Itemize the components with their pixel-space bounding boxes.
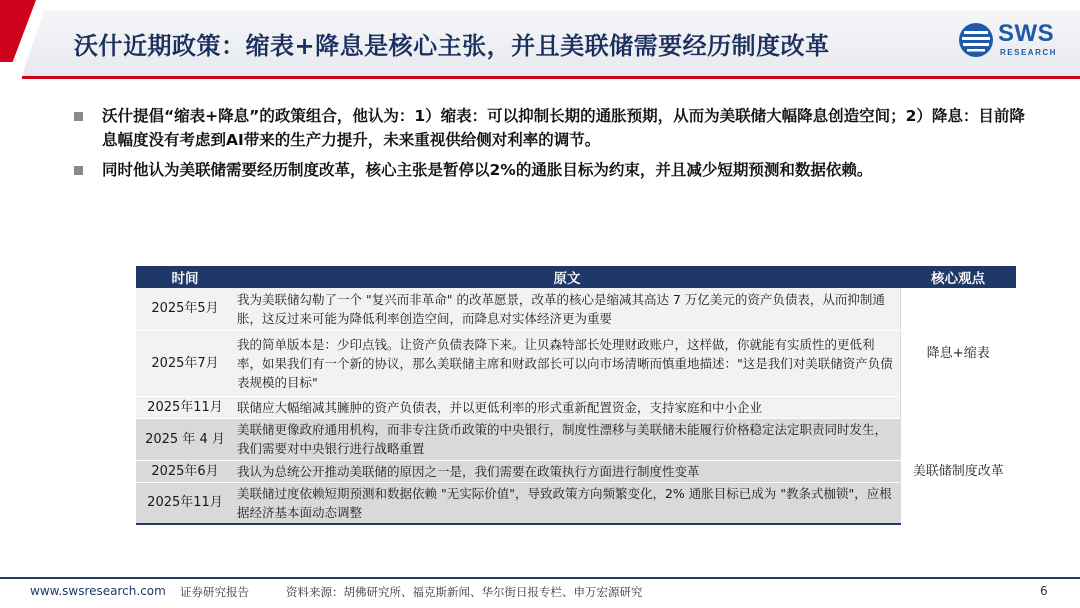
table-row xyxy=(136,288,1016,330)
policy-table xyxy=(136,266,1016,525)
row-time: 2025年5月 xyxy=(136,288,234,330)
page-title: 沃什近期政策：缩表+降息是核心主张，并且美联储需要经历制度改革 xyxy=(74,32,830,60)
table-row xyxy=(136,418,1016,460)
row-text: 我为美联储勾勒了一个 "复兴而非革命" 的改革愿景，改革的核心是缩减其高达 7 万亿美元的资产负债表，从而抑制通胀，这反过来可能为降低利率创造空间，而降息对实体经济更为重要 xyxy=(234,288,900,330)
bullet-list xyxy=(72,104,1032,188)
footer-source: 资料来源：胡佛研究所、福克斯新闻、华尔街日报专栏、申万宏源研究 xyxy=(286,585,643,599)
logo-subtext: RESEARCH xyxy=(1000,48,1057,57)
header-original-text: 原文 xyxy=(234,266,900,288)
row-time: 2025年7月 xyxy=(136,330,234,396)
bullet-item xyxy=(72,158,1032,182)
table-row xyxy=(136,482,1016,524)
row-text: 联储应大幅缩减其臃肿的资产负债表，并以更低利率的形式重新配置资金，支持家庭和中小企业 xyxy=(234,396,900,418)
footer-divider xyxy=(0,577,1080,579)
row-text: 美联储过度依赖短期预测和数据依赖 "无实际价值"，导致政策方向频繁变化，2% 通胀目标已成为 "教条式枷锁"，应根据经济基本面动态调整 xyxy=(234,482,900,524)
core-view-cell: 美联储制度改革 xyxy=(900,418,1016,524)
table-row xyxy=(136,330,1016,396)
table-header-row xyxy=(136,266,1016,288)
row-text: 我认为总统公开推动美联储的原因之一是，我们需要在政策执行方面进行制度性变革 xyxy=(234,460,900,482)
footer-report-type: 证券研究报告 xyxy=(180,585,249,599)
row-text: 我的简单版本是：少印点钱。让资产负债表降下来。让贝森特部长处理财政账户，这样做，你就能有实质性的更低利率，如果我们有一个新的协议，那么美联储主席和财政部长可以向市场清晰而慎重地描述："这是我们对美联储资产负债表规模的目标" xyxy=(234,330,900,396)
bullet-text: 同时他认为美联储需要经历制度改革，核心主张是暂停以2%的通胀目标为约束，并且减少短期预测和数据依赖。 xyxy=(102,161,873,179)
footer-url[interactable]: www.swsresearch.com xyxy=(30,584,166,598)
row-time: 2025 年 4 月 xyxy=(136,418,234,460)
logo-text: SWS xyxy=(998,20,1055,47)
row-time: 2025年6月 xyxy=(136,460,234,482)
table-row xyxy=(136,396,1016,418)
bullet-square-icon xyxy=(74,112,83,121)
bullet-text: 沃什提倡“缩表+降息”的政策组合，他认为：1）缩表：可以抑制长期的通胀预期，从而为美联储大幅降息创造空间；2）降息：目前降息幅度没有考虑到AI带来的生产力提升，未来重视供给侧对利率的调节。 xyxy=(102,107,1025,149)
bullet-item xyxy=(72,104,1032,152)
sws-logo xyxy=(958,20,1062,62)
table-row xyxy=(136,460,1016,482)
row-text: 美联储更像政府通用机构，而非专注货币政策的中央银行，制度性漂移与美联储未能履行价格稳定法定职责同时发生，我们需要对中央银行进行战略重置 xyxy=(234,418,900,460)
bullet-square-icon xyxy=(74,166,83,175)
core-view-cell: 降息+缩表 xyxy=(900,288,1016,418)
page-number: 6 xyxy=(1040,584,1048,598)
header-time: 时间 xyxy=(136,266,234,288)
header-core-view: 核心观点 xyxy=(900,266,1016,288)
row-time: 2025年11月 xyxy=(136,482,234,524)
header-divider xyxy=(22,76,1080,79)
sws-logo-icon xyxy=(958,22,994,58)
row-time: 2025年11月 xyxy=(136,396,234,418)
